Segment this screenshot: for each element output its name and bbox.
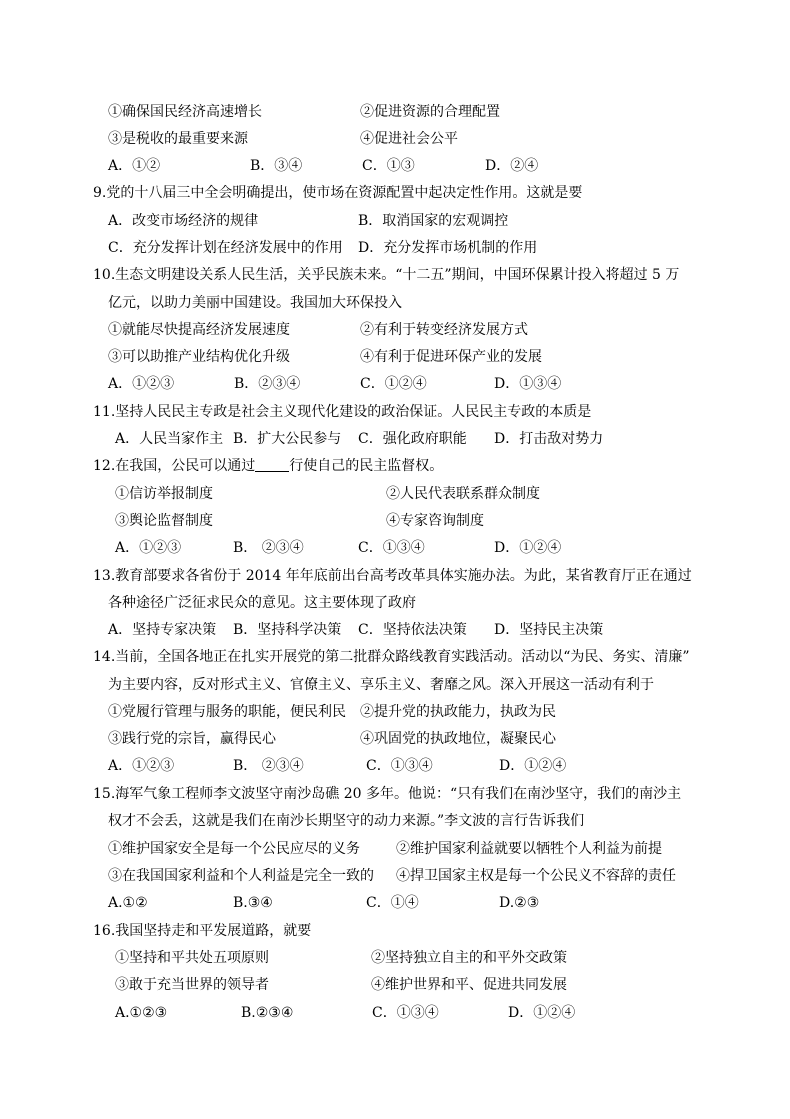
q12-answer-a: A．①②③ xyxy=(115,540,182,556)
q8-option-3: ③是税收的最重要来源 xyxy=(108,131,248,147)
q15-answer-c: C．①④ xyxy=(366,895,419,911)
q10-stem-line2: 亿元，以助力美丽中国建设。我国加大环保投入 xyxy=(108,295,402,311)
q12-option-1: ①信访举报制度 xyxy=(115,486,213,502)
q15-option-1: ①维护国家安全是每一个公民应尽的义务 xyxy=(108,841,360,857)
q14-option-3: ③践行党的宗旨，赢得民心 xyxy=(108,731,276,747)
q8-answer-c: C．①③ xyxy=(362,158,415,174)
q10-answer-d: D．①③④ xyxy=(494,376,562,392)
q14-answer-b: B． ②③④ xyxy=(233,758,304,774)
q8-answer-d: D．②④ xyxy=(485,158,539,174)
q10-option-1: ①就能尽快提高经济发展速度 xyxy=(108,322,290,338)
q10-answer-b: B．②③④ xyxy=(234,376,301,392)
q12-answer-d: D．①②④ xyxy=(494,540,562,556)
q11-answer-c: C．强化政府职能 xyxy=(358,431,467,447)
q15-answer-b: B.③④ xyxy=(233,895,273,911)
q10-option-4: ④有利于促进环保产业的发展 xyxy=(360,349,542,365)
q14-answer-c: C．①③④ xyxy=(366,758,433,774)
q11-answer-a: A．人民当家作主 xyxy=(115,431,224,447)
q10-stem-line1: 10.生态文明建设关系人民生活，关乎民族未来。“十二五”期间，中国环保累计投入将超过 5 万 xyxy=(93,267,680,283)
q12-stem-part2: 行使自己的民主监督权。 xyxy=(289,458,444,474)
q14-stem-line1: 14.当前，全国各地正在扎实开展党的第二批群众路线教育实践活动。活动以“为民、务实、清廉” xyxy=(93,649,690,665)
q11-stem: 11.坚持人民民主专政是社会主义现代化建设的政治保证。人民民主专政的本质是 xyxy=(93,404,592,420)
q14-option-2: ②提升党的执政能力，执政为民 xyxy=(360,704,556,720)
q8-answer-b: B．③④ xyxy=(250,158,303,174)
q16-answer-a: A.①②③ xyxy=(115,1005,168,1021)
q15-option-2: ②维护国家利益就要以牺牲个人利益为前提 xyxy=(396,841,662,857)
q14-option-1: ①党履行管理与服务的职能，便民利民 xyxy=(108,704,346,720)
q8-option-4: ④促进社会公平 xyxy=(360,131,458,147)
q15-option-4: ④捍卫国家主权是每一个公民义不容辞的责任 xyxy=(396,868,676,884)
q11-answer-d: D．打击敌对势力 xyxy=(494,431,604,447)
q12-option-3: ③舆论监督制度 xyxy=(115,513,213,529)
q12-answer-b: B． ②③④ xyxy=(233,540,304,556)
q15-stem-line1: 15.海军气象工程师李文波坚守南沙岛礁 20 多年。他说：“只有我们在南沙坚守，我们的南沙主 xyxy=(93,786,682,802)
q13-stem-line1: 13.教育部要求各省份于 2014 年年底前出台高考改革具体实施办法。为此，某省教育厅正在通过 xyxy=(93,568,692,584)
q14-answer-a: A．①②③ xyxy=(108,758,175,774)
q16-answer-c: C．①③④ xyxy=(372,1005,439,1021)
q16-stem: 16.我国坚持走和平发展道路，就要 xyxy=(93,923,312,939)
q9-stem: 9.党的十八届三中全会明确提出，使市场在资源配置中起决定性作用。这就是要 xyxy=(93,185,583,201)
q9-answer-b: B．取消国家的宏观调控 xyxy=(358,213,509,229)
q13-answer-a: A．坚持专家决策 xyxy=(108,622,217,638)
q10-answer-c: C．①②④ xyxy=(360,376,427,392)
q14-answer-d: D．①②④ xyxy=(499,758,567,774)
q16-option-2: ②坚持独立自主的和平外交政策 xyxy=(371,950,567,966)
q8-option-2: ②促进资源的合理配置 xyxy=(360,104,500,120)
q15-answer-d: D.②③ xyxy=(499,895,540,911)
q16-option-4: ④维护世界和平、促进共同发展 xyxy=(371,977,567,993)
q13-stem-line2: 各种途径广泛征求民众的意见。这主要体现了政府 xyxy=(108,595,416,611)
q14-stem-line2: 为主要内容，反对形式主义、官僚主义、享乐主义、奢靡之风。深入开展这一活动有利于 xyxy=(108,677,654,693)
q9-answer-c: C．充分发挥计划在经济发展中的作用 xyxy=(108,240,343,256)
q15-option-3: ③在我国国家利益和个人利益是完全一致的 xyxy=(108,868,374,884)
q14-option-4: ④巩固党的执政地位，凝聚民心 xyxy=(360,731,556,747)
q10-option-3: ③可以助推产业结构优化升级 xyxy=(108,349,290,365)
q10-option-2: ②有利于转变经济发展方式 xyxy=(360,322,528,338)
fill-in-blank xyxy=(255,457,289,472)
q10-answer-a: A．①②③ xyxy=(108,376,175,392)
q8-option-1: ①确保国民经济高速增长 xyxy=(108,104,262,120)
q12-answer-c: C．①③④ xyxy=(358,540,425,556)
q12-option-4: ④专家咨询制度 xyxy=(386,513,484,529)
q12-stem-part1: 12.在我国，公民可以通过 xyxy=(93,458,256,474)
q8-answer-a: A．①② xyxy=(108,158,161,174)
q16-answer-b: B.②③④ xyxy=(241,1005,294,1021)
q16-option-1: ①坚持和平共处五项原则 xyxy=(115,950,269,966)
q12-option-2: ②人民代表联系群众制度 xyxy=(386,486,540,502)
q9-answer-a: A．改变市场经济的规律 xyxy=(108,213,259,229)
q16-option-3: ③敢于充当世界的领导者 xyxy=(115,977,269,993)
q11-answer-b: B．扩大公民参与 xyxy=(233,431,342,447)
q9-answer-d: D．充分发挥市场机制的作用 xyxy=(358,240,538,256)
q13-answer-c: C．坚持依法决策 xyxy=(358,622,467,638)
q12-stem xyxy=(93,457,443,475)
q16-answer-d: D．①②④ xyxy=(508,1005,576,1021)
q15-stem-line2: 权才不会丢，这就是我们在南沙长期坚守的动力来源。”李文波的言行告诉我们 xyxy=(108,813,585,829)
q13-answer-b: B．坚持科学决策 xyxy=(233,622,342,638)
q15-answer-a: A.①② xyxy=(108,895,148,911)
q13-answer-d: D．坚持民主决策 xyxy=(494,622,604,638)
